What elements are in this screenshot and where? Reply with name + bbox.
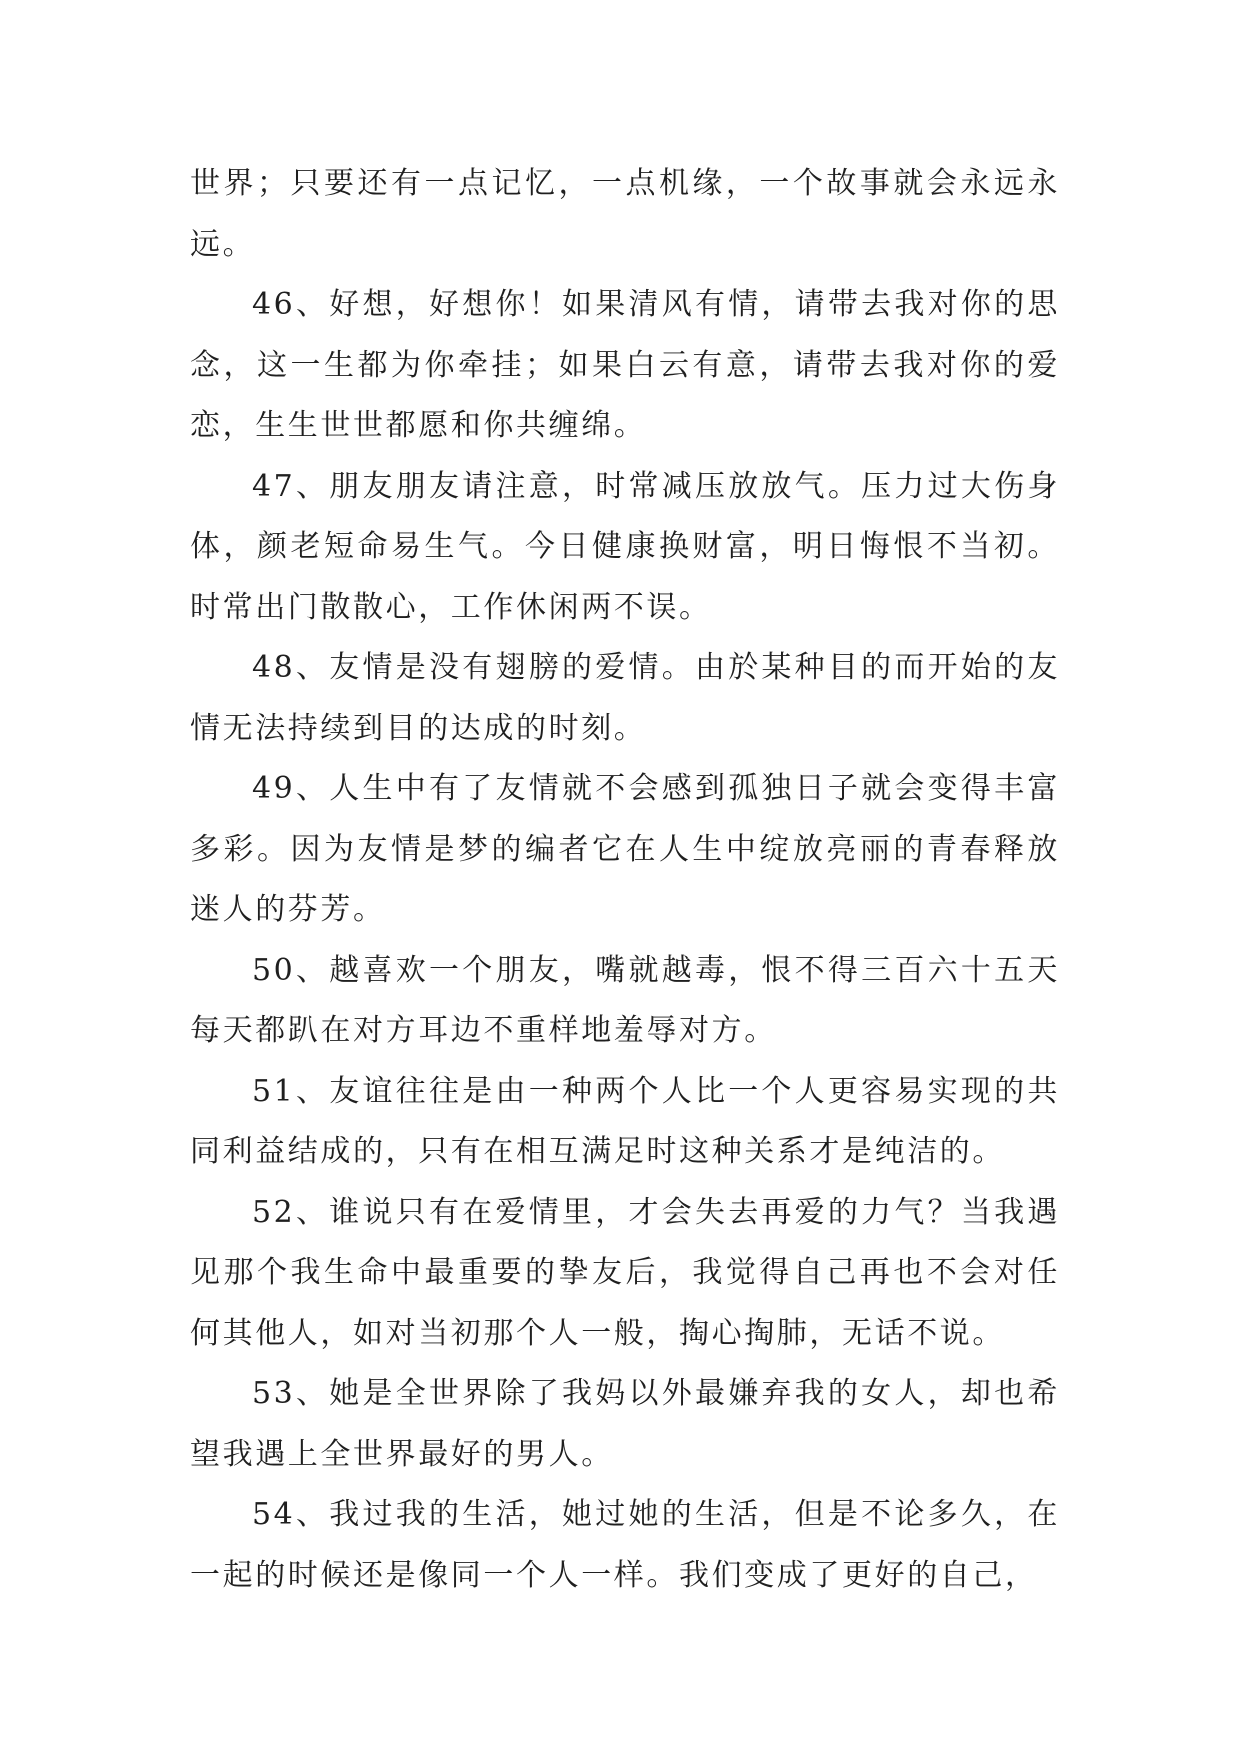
paragraph-53: 53、她是全世界除了我妈以外最嫌弃我的女人，却也希望我遇上全世界最好的男人。 bbox=[190, 1376, 1060, 1472]
paragraph-51: 51、友谊往往是由一种两个人比一个人更容易实现的共同利益结成的，只有在相互满足时这种关系才是纯洁的。 bbox=[190, 1073, 1060, 1169]
paragraph-50: 50、越喜欢一个朋友，嘴就越毒，恨不得三百六十五天每天都趴在对方耳边不重样地羞辱对方。 bbox=[190, 952, 1060, 1048]
paragraph-46: 46、好想，好想你！如果清风有情，请带去我对你的思念，这一生都为你牵挂；如果白云有意，请带去我对你的爱恋，生生世世都愿和你共缠绵。 bbox=[190, 287, 1060, 443]
paragraph-48: 48、友情是没有翅膀的爱情。由於某种目的而开始的友情无法持续到目的达成的时刻。 bbox=[190, 650, 1060, 746]
paragraph-49: 49、人生中有了友情就不会感到孤独日子就会变得丰富多彩。因为友情是梦的编者它在人生中绽放亮丽的青春释放迷人的芬芳。 bbox=[190, 771, 1060, 927]
paragraph-54: 54、我过我的生活，她过她的生活，但是不论多久，在一起的时候还是像同一个人一样。我们变成了更好的自己， bbox=[190, 1497, 1060, 1593]
paragraph-47: 47、朋友朋友请注意，时常减压放放气。压力过大伤身体，颜老短命易生气。今日健康换财富，明日悔恨不当初。时常出门散散心，工作休闲两不误。 bbox=[190, 468, 1060, 625]
paragraph-52: 52、谁说只有在爱情里，才会失去再爱的力气？当我遇见那个我生命中最重要的挚友后，我觉得自己再也不会对任何其他人，如对当初那个人一般，掏心掏肺，无话不说。 bbox=[190, 1194, 1060, 1351]
paragraph-continuation: 世界；只要还有一点记忆，一点机缘，一个故事就会永远永远。 bbox=[190, 166, 1060, 262]
document-body bbox=[190, 154, 1060, 1606]
